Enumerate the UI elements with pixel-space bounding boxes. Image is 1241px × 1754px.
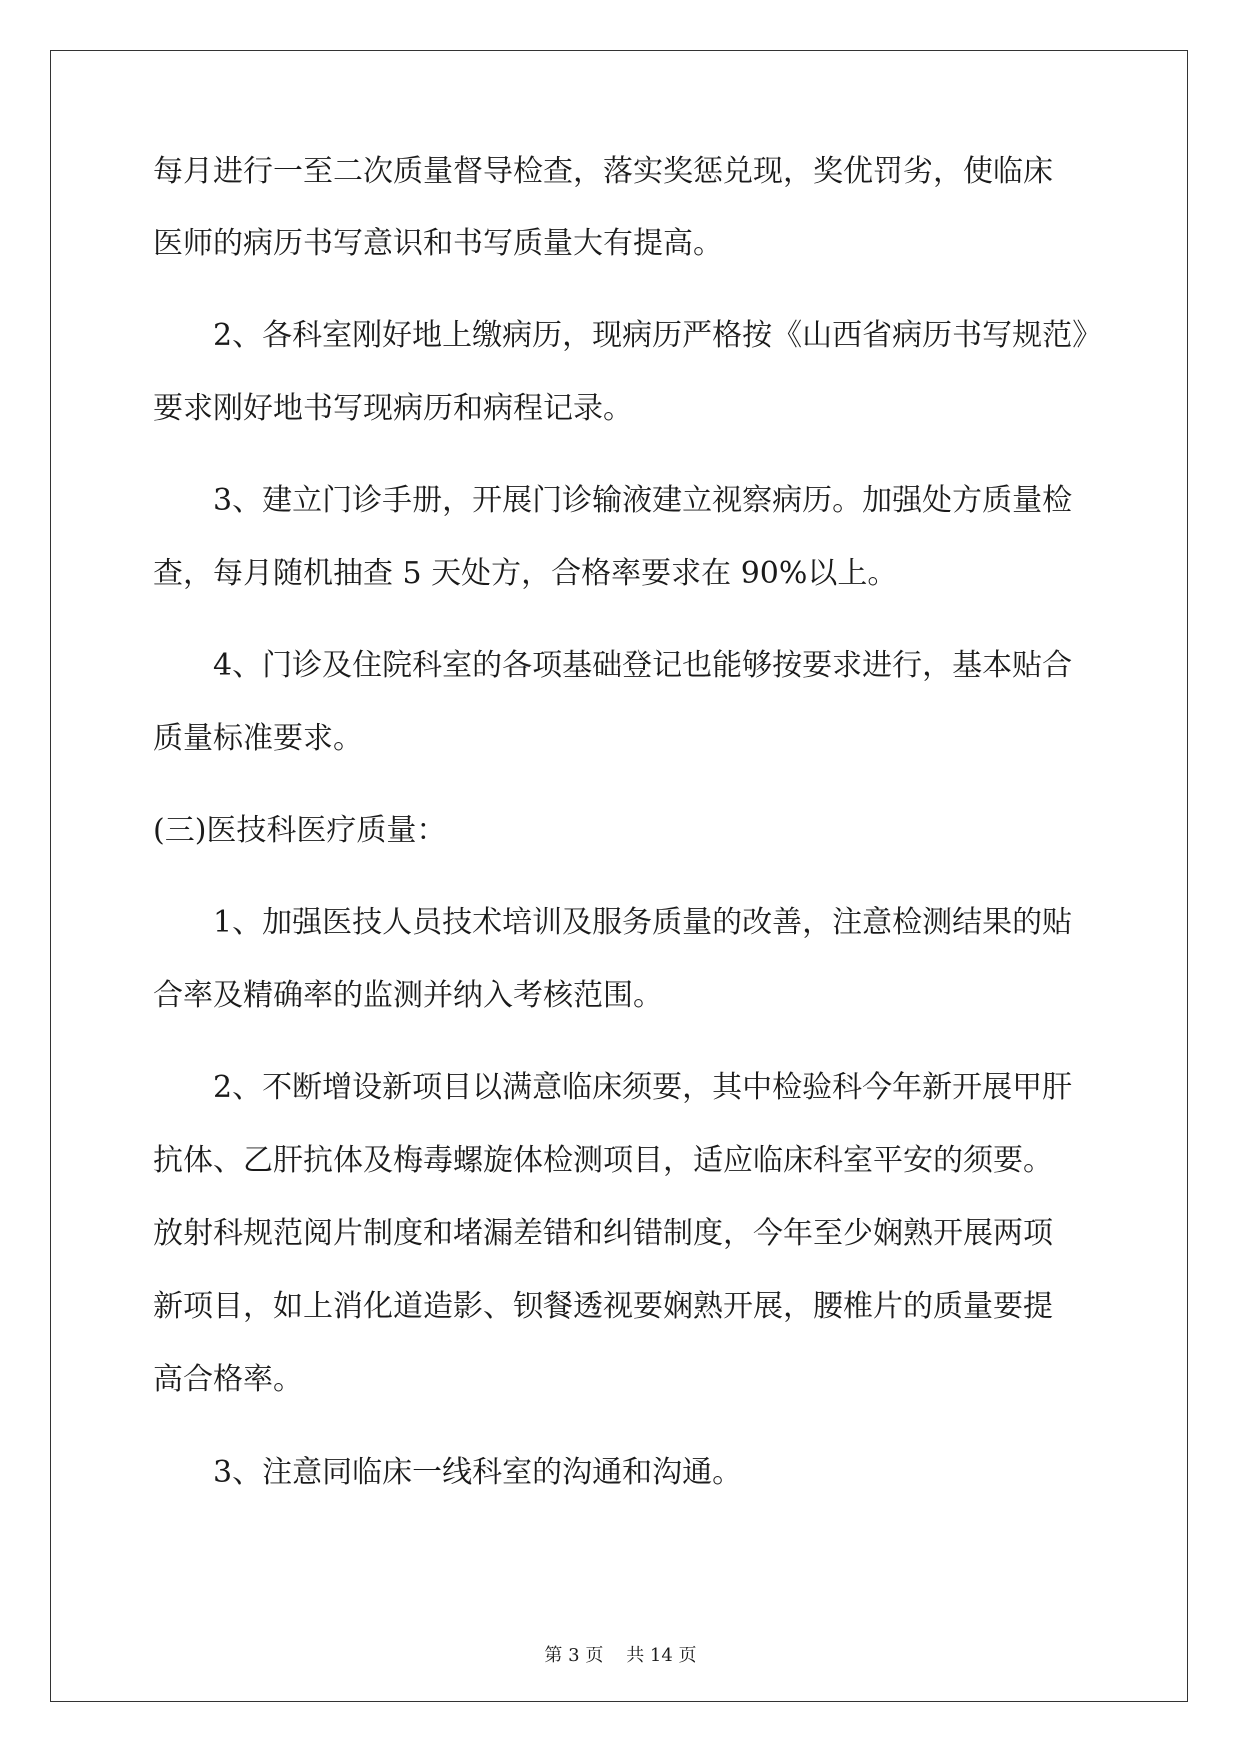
section-heading: (三)医技科医疗质量： — [153, 813, 447, 848]
text-line: 1、加强医技人员技术培训及服务质量的改善，注意检测结果的贴 — [213, 905, 1073, 940]
text-line: 医师的病历书写意识和书写质量大有提高。 — [153, 226, 723, 261]
text-line: 抗体、乙肝抗体及梅毒螺旋体检测项目，适应临床科室平安的须要。 — [153, 1143, 1053, 1178]
text-line: 2、不断增设新项目以满意临床须要，其中检验科今年新开展甲肝 — [213, 1070, 1073, 1105]
page-number: 第 3 页 共 14 页 — [544, 1645, 697, 1666]
text-line: 查，每月随机抽查 5 天处方，合格率要求在 90%以上。 — [153, 556, 898, 591]
text-line: 放射科规范阅片制度和堵漏差错和纠错制度，今年至少娴熟开展两项 — [153, 1216, 1053, 1251]
text-line: 3、注意同临床一线科室的沟通和沟通。 — [213, 1455, 743, 1490]
text-line: 每月进行一至二次质量督导检查，落实奖惩兑现，奖优罚劣，使临床 — [153, 154, 1053, 189]
text-line: 要求刚好地书写现病历和病程记录。 — [153, 391, 633, 426]
text-line: 2、各科室刚好地上缴病历，现病历严格按《山西省病历书写规范》 — [213, 318, 1103, 353]
text-line: 新项目，如上消化道造影、钡餐透视要娴熟开展，腰椎片的质量要提 — [153, 1289, 1053, 1324]
text-line: 合率及精确率的监测并纳入考核范围。 — [153, 978, 663, 1013]
text-line: 4、门诊及住院科室的各项基础登记也能够按要求进行，基本贴合 — [213, 648, 1073, 683]
text-line: 质量标准要求。 — [153, 721, 363, 756]
text-line: 高合格率。 — [153, 1362, 303, 1397]
text-line: 3、建立门诊手册，开展门诊输液建立视察病历。加强处方质量检 — [213, 483, 1073, 518]
